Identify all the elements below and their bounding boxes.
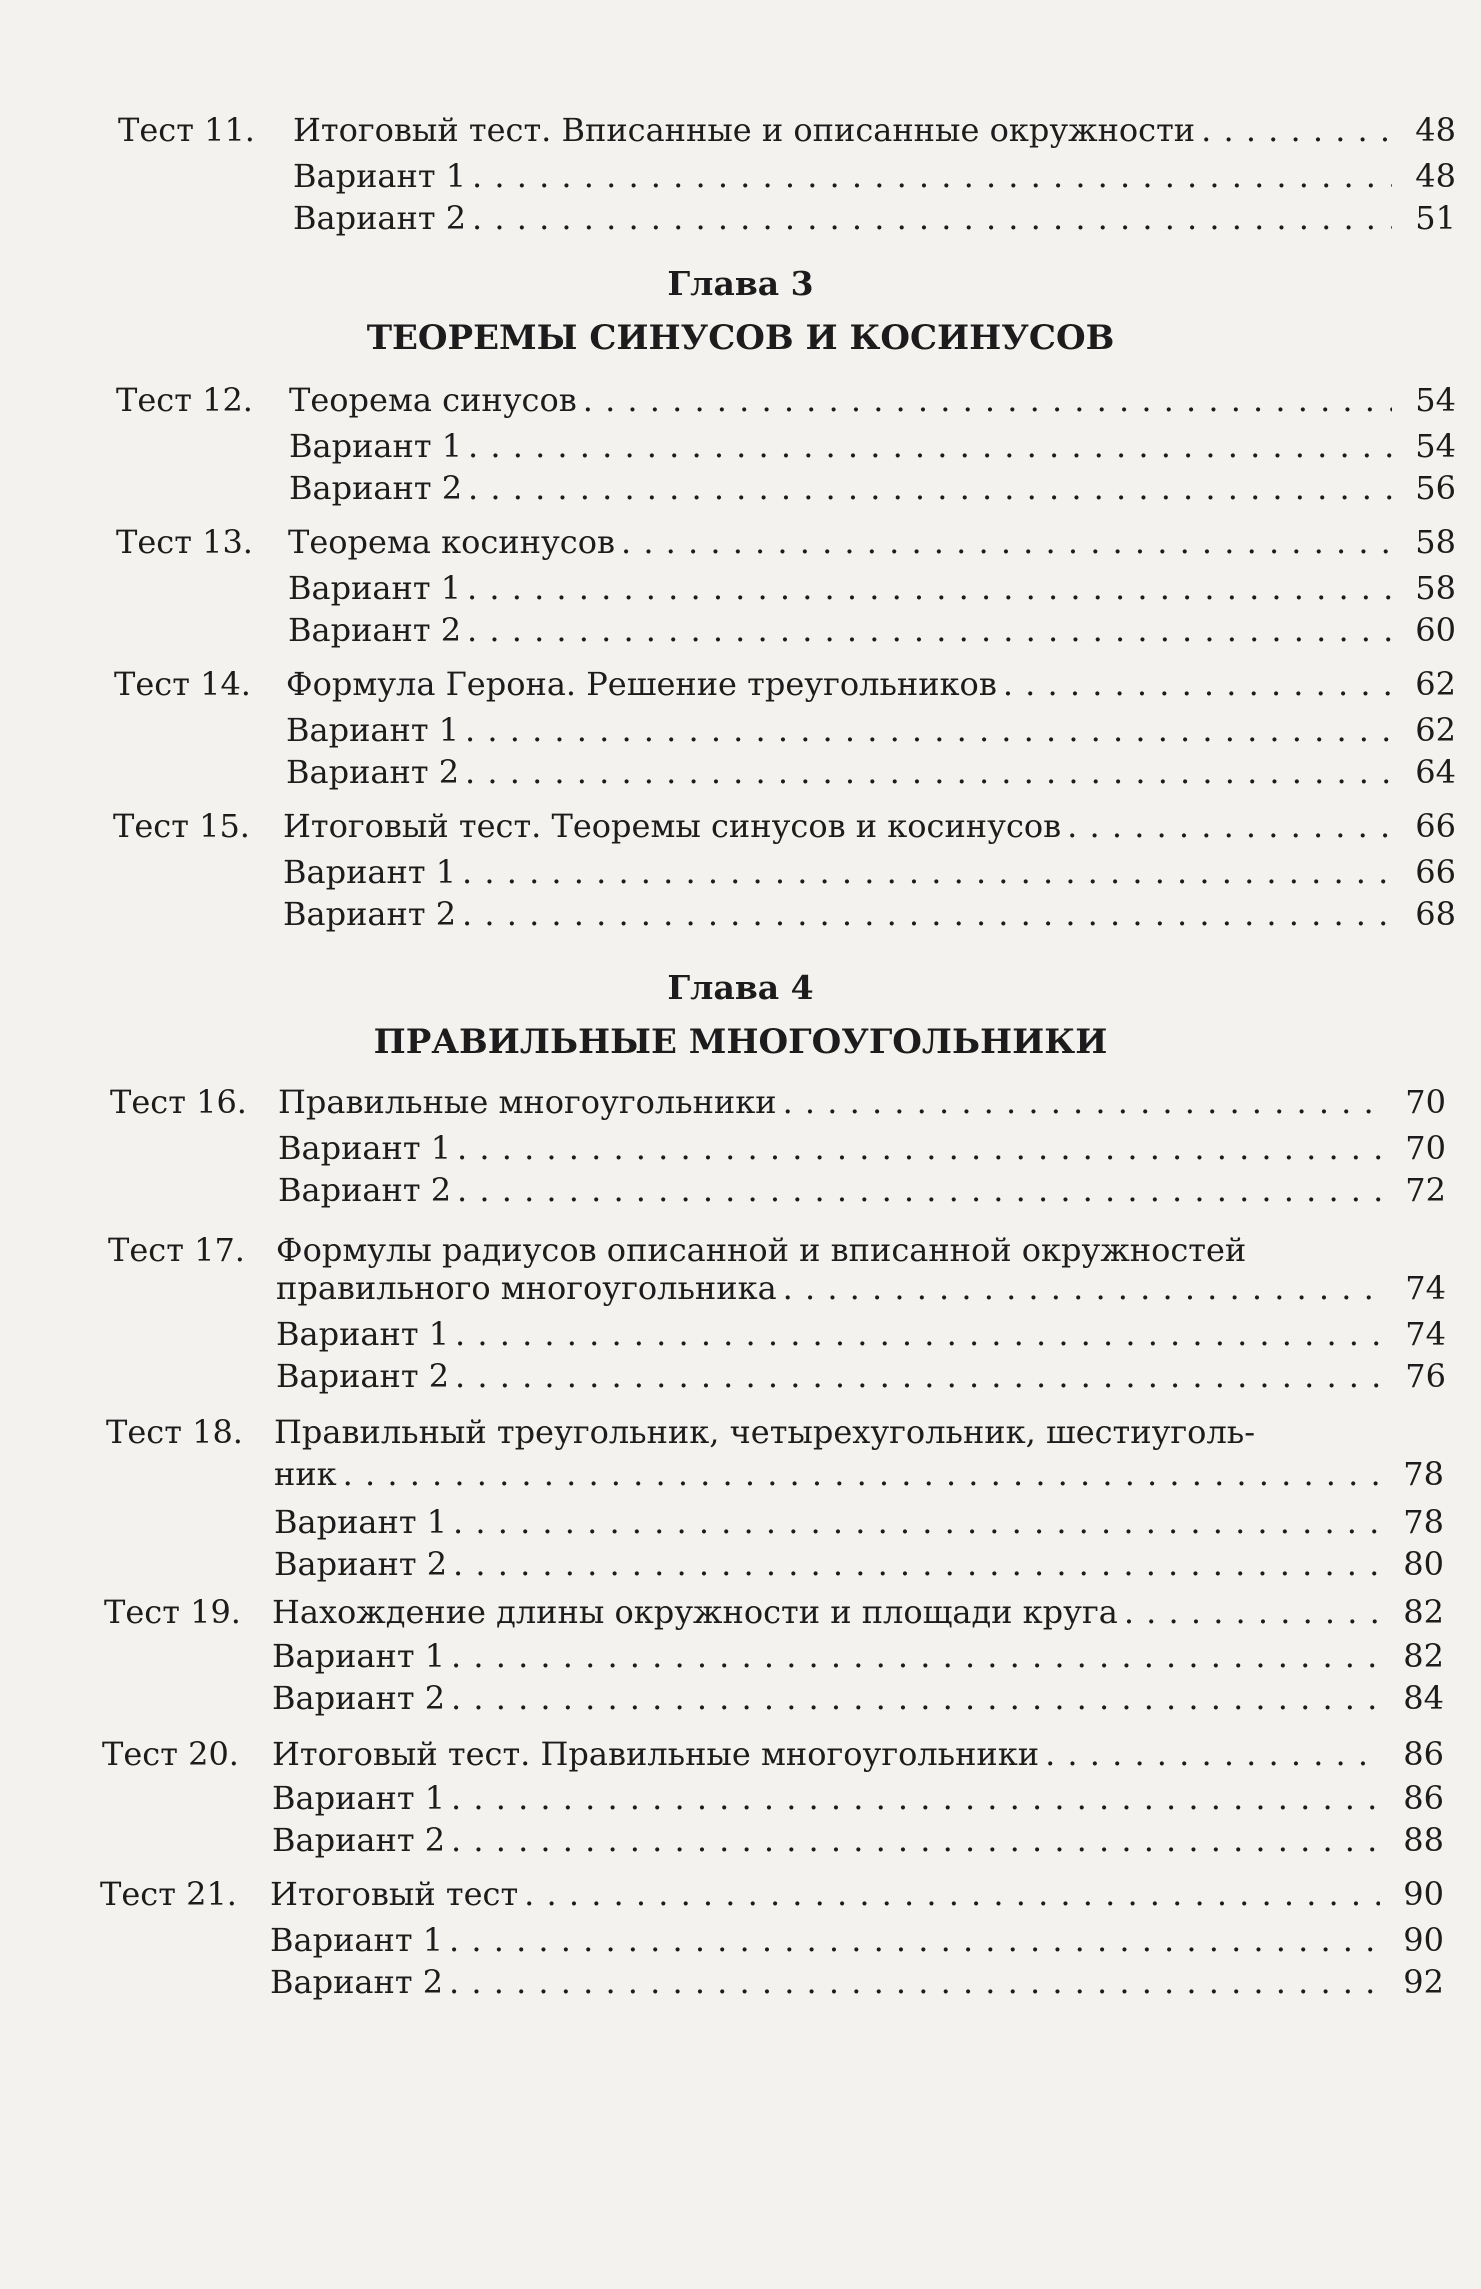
variant-label: Вариант 2: [272, 1679, 446, 1717]
variant-label: Вариант 1: [272, 1637, 446, 1675]
leader-dots: [1124, 1590, 1380, 1634]
variant-label: Вариант 1: [286, 711, 460, 749]
page-number: 74: [1405, 1269, 1446, 1307]
leader-dots: [453, 1542, 1380, 1586]
leader-dots: [524, 1872, 1380, 1916]
test-title: Правильные многоугольники: [278, 1083, 777, 1121]
page-number: 90: [1403, 1921, 1444, 1959]
variant-label: Вариант 2: [288, 611, 462, 649]
page-number: 86: [1403, 1735, 1444, 1773]
chapter-number: Глава 4: [667, 968, 814, 1007]
leader-dots: [468, 466, 1392, 510]
page-number: 84: [1403, 1679, 1444, 1717]
page-number: 51: [1415, 199, 1456, 237]
page-number: 78: [1403, 1455, 1444, 1493]
test-label: Тест 14.: [114, 665, 251, 703]
toc-entry-test-12: [116, 378, 1456, 510]
test-label: Тест 15.: [113, 807, 250, 845]
page-number: 70: [1405, 1083, 1446, 1121]
page-number: 54: [1415, 427, 1456, 465]
variant-label: Вариант 2: [276, 1357, 450, 1395]
variant-label: Вариант 2: [270, 1963, 444, 2001]
test-title-continued: ник: [274, 1455, 337, 1493]
page-number: 66: [1415, 807, 1456, 845]
page-number: 92: [1403, 1963, 1444, 2001]
page-number: 56: [1415, 469, 1456, 507]
toc-entry-test-14: [114, 662, 1456, 794]
page-number: 58: [1415, 523, 1456, 561]
page-number: 54: [1415, 381, 1456, 419]
leader-dots: [467, 566, 1392, 610]
leader-dots: [457, 1168, 1382, 1212]
leader-dots: [1045, 1732, 1380, 1776]
leader-dots: [583, 378, 1392, 422]
page-number: 70: [1405, 1129, 1446, 1167]
test-title: Нахождение длины окружности и площади круга: [272, 1593, 1118, 1631]
page-number: 48: [1415, 111, 1456, 149]
variant-label: Вариант 1: [272, 1779, 446, 1817]
leader-dots: [455, 1312, 1382, 1356]
page-number: 62: [1415, 711, 1456, 749]
test-title: Итоговый тест: [270, 1875, 519, 1913]
variant-label: Вариант 1: [289, 427, 463, 465]
variant-label: Вариант 1: [288, 569, 462, 607]
test-title: Итоговый тест. Теоремы синусов и косинусов: [283, 807, 1062, 845]
test-label: Тест 12.: [116, 381, 253, 419]
page-number: 66: [1415, 853, 1456, 891]
leader-dots: [467, 608, 1392, 652]
page-number: 58: [1415, 569, 1456, 607]
leader-dots: [451, 1818, 1380, 1862]
variant-label: Вариант 2: [272, 1821, 446, 1859]
test-title: Формула Герона. Решение треугольников: [286, 665, 997, 703]
page-number: 90: [1403, 1875, 1444, 1913]
variant-label: Вариант 1: [278, 1129, 452, 1167]
page-number: 60: [1415, 611, 1456, 649]
leader-dots: [1003, 662, 1392, 706]
chapter-title: ПРАВИЛЬНЫЕ МНОГОУГОЛЬНИКИ: [373, 1022, 1108, 1062]
page-number: 62: [1415, 665, 1456, 703]
page-number: 74: [1405, 1315, 1446, 1353]
test-label: Тест 19.: [104, 1593, 241, 1631]
toc-entry-test-21: [100, 1872, 1444, 2004]
variant-label: Вариант 2: [283, 895, 457, 933]
page-number: 68: [1415, 895, 1456, 933]
leader-dots: [1067, 804, 1392, 848]
page-number: 82: [1403, 1593, 1444, 1631]
leader-dots: [457, 1126, 1382, 1170]
leader-dots: [472, 154, 1392, 198]
variant-label: Вариант 2: [274, 1545, 448, 1583]
variant-label: Вариант 1: [274, 1503, 448, 1541]
toc-entry-test-15: [113, 804, 1456, 936]
leader-dots: [1201, 108, 1392, 152]
leader-dots: [472, 196, 1392, 240]
variant-label: Вариант 2: [293, 199, 467, 237]
chapter-title: ТЕОРЕМЫ СИНУСОВ И КОСИНУСОВ: [366, 318, 1115, 358]
toc-entry-test-18: [106, 1410, 1444, 1588]
test-title: Правильный треугольник, четырехугольник, шестиуголь-: [274, 1413, 1255, 1451]
page-number: 64: [1415, 753, 1456, 791]
toc-entry-test-16: [110, 1080, 1446, 1212]
test-title: Формулы радиусов описанной и вписанной окружностей: [276, 1231, 1247, 1269]
leader-dots: [468, 424, 1392, 468]
page-number: 72: [1405, 1171, 1446, 1209]
test-title: Итоговый тест. Вписанные и описанные окружности: [293, 111, 1196, 149]
test-title: Теорема синусов: [289, 381, 577, 419]
variant-label: Вариант 1: [270, 1921, 444, 1959]
test-label: Тест 16.: [110, 1083, 247, 1121]
variant-label: Вариант 1: [293, 157, 467, 195]
leader-dots: [462, 892, 1392, 936]
leader-dots: [451, 1676, 1380, 1720]
page-number: 86: [1403, 1779, 1444, 1817]
test-label: Тест 13.: [116, 523, 253, 561]
test-label: Тест 11.: [118, 111, 255, 149]
leader-dots: [462, 850, 1392, 894]
toc-entry-test-19: [104, 1590, 1444, 1722]
test-title: Теорема косинусов: [288, 523, 615, 561]
page-number: 82: [1403, 1637, 1444, 1675]
page-number: 76: [1405, 1357, 1446, 1395]
leader-dots: [343, 1452, 1380, 1496]
test-label: Тест 18.: [106, 1413, 243, 1451]
test-title-continued: правильного многоугольника: [276, 1269, 777, 1307]
variant-label: Вариант 1: [276, 1315, 450, 1353]
variant-label: Вариант 2: [289, 469, 463, 507]
test-label: Тест 17.: [108, 1231, 245, 1269]
leader-dots: [453, 1500, 1380, 1544]
toc-entry-test-17: [108, 1228, 1446, 1406]
page-number: 48: [1415, 157, 1456, 195]
variant-label: Вариант 2: [286, 753, 460, 791]
page-number: 88: [1403, 1821, 1444, 1859]
leader-dots: [449, 1960, 1380, 2004]
test-title: Итоговый тест. Правильные многоугольники: [272, 1735, 1040, 1773]
leader-dots: [449, 1918, 1380, 1962]
leader-dots: [783, 1266, 1382, 1310]
page-number: 80: [1403, 1545, 1444, 1583]
leader-dots: [783, 1080, 1382, 1124]
toc-entry-test-20: [102, 1732, 1444, 1864]
leader-dots: [465, 708, 1392, 752]
leader-dots: [451, 1776, 1380, 1820]
leader-dots: [621, 520, 1392, 564]
test-label: Тест 21.: [100, 1875, 237, 1913]
leader-dots: [455, 1354, 1382, 1398]
toc-entry-test-13: [116, 520, 1456, 652]
variant-label: Вариант 2: [278, 1171, 452, 1209]
chapter-number: Глава 3: [667, 264, 814, 303]
variant-label: Вариант 1: [283, 853, 457, 891]
test-label: Тест 20.: [102, 1735, 239, 1773]
page-number: 78: [1403, 1503, 1444, 1541]
leader-dots: [465, 750, 1392, 794]
toc-entry-test-11: [118, 108, 1456, 240]
leader-dots: [451, 1634, 1380, 1678]
